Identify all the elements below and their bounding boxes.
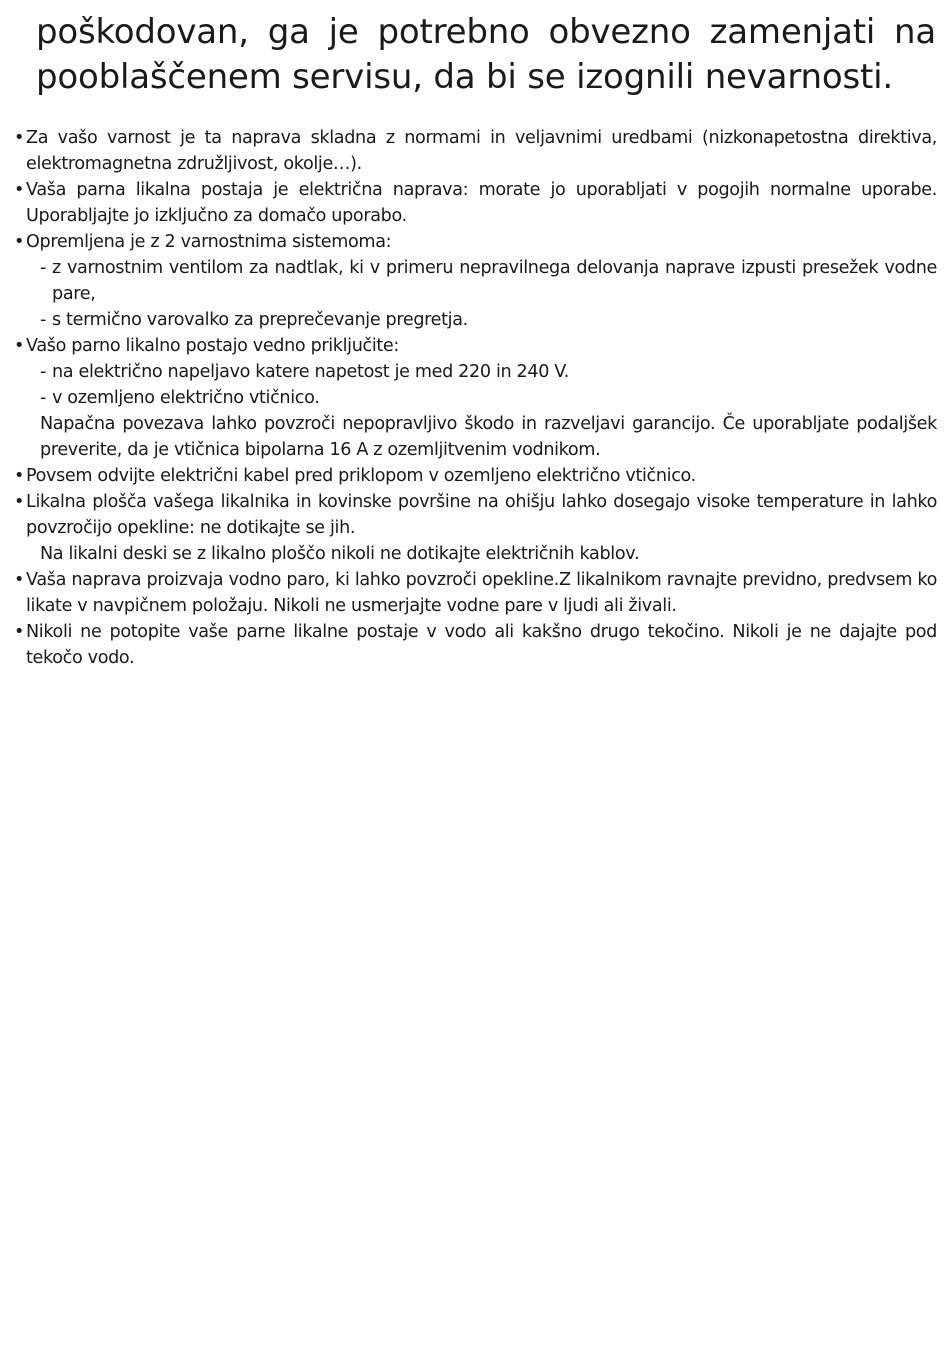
dash-mark: -: [40, 388, 46, 408]
item-note: Napačna povezava lahko povzroči nepopravljivo škodo in razveljavi garancijo. Če uporabljate podaljšek preverite, da je vtičnica bipolarna 16 A z ozemljitvenim vodnikom.: [40, 414, 937, 460]
list-item: [14, 619, 937, 671]
sub-item: [26, 307, 937, 333]
bullet-mark: •: [14, 232, 25, 252]
list-item: [14, 567, 937, 619]
sub-item-text: z varnostnim ventilom za nadtlak, ki v primeru nepravilnega delovanja naprave izpusti presežek vodne pare,: [52, 258, 937, 304]
lead-paragraph: [36, 10, 936, 100]
bullet-mark: •: [14, 466, 25, 486]
list-item-text: Vašo parno likalno postajo vedno priključite:: [26, 336, 399, 356]
list-item-text: Nikoli ne potopite vaše parne likalne postaje v vodo ali kakšno drugo tekočino. Nikoli je ne dajajte pod tekočo vodo.: [26, 622, 937, 668]
bullet-mark: •: [14, 128, 25, 148]
sub-item: [26, 255, 937, 307]
bullet-mark: •: [14, 492, 25, 512]
list-item-text: Likalna plošča vašega likalnika in kovinske površine na ohišju lahko dosegajo visoke temperature in lahko povzročijo opekline: ne dotikajte se jih.: [26, 492, 937, 538]
list-item: [14, 489, 937, 567]
list-item: [14, 125, 937, 177]
sub-item: [26, 385, 937, 411]
dash-mark: -: [40, 258, 46, 278]
sub-item-text: na električno napeljavo katere napetost je med 220 in 240 V.: [52, 362, 569, 382]
list-item-text: Povsem odvijte električni kabel pred priklopom v ozemljeno električno vtičnico.: [26, 466, 696, 486]
list-item: [14, 229, 937, 333]
item-note: Na likalni deski se z likalno ploščo nikoli ne dotikajte električnih kablov.: [40, 544, 640, 564]
list-item-text: Opremljena je z 2 varnostnima sistemoma:: [26, 232, 392, 252]
sub-item: [26, 359, 937, 385]
dash-mark: -: [40, 362, 46, 382]
list-item: [14, 333, 937, 463]
dash-mark: -: [40, 310, 46, 330]
lead-line-1: poškodovan, ga je potrebno obvezno zamenjati na: [36, 12, 936, 52]
lead-line-2: pooblaščenem servisu, da bi se izognili nevarnosti.: [36, 57, 893, 97]
bullet-mark: •: [14, 180, 25, 200]
bullet-mark: •: [14, 336, 25, 356]
list-item-text: Vaša naprava proizvaja vodno paro, ki lahko povzroči opekline.Z likalnikom ravnajte previdno, predvsem ko likate v navpičnem položaju. Nikoli ne usmerjajte vodne pare v ljudi ali živali.: [26, 570, 937, 616]
list-item: [14, 463, 937, 489]
list-item: [14, 177, 937, 229]
safety-instructions-list: [14, 125, 937, 671]
sub-item-text: v ozemljeno električno vtičnico.: [52, 388, 320, 408]
sub-item-text: s termično varovalko za preprečevanje pregretja.: [52, 310, 468, 330]
bullet-mark: •: [14, 622, 25, 642]
list-item-text: Za vašo varnost je ta naprava skladna z normami in veljavnimi uredbami (nizkonapetostna direktiva, elektromagnetna združljivost, okolje…).: [26, 128, 937, 174]
list-item-text: Vaša parna likalna postaja je električna naprava: morate jo uporabljati v pogojih normalne uporabe. Uporabljajte jo izključno za domačo uporabo.: [26, 180, 937, 226]
bullet-mark: •: [14, 570, 25, 590]
